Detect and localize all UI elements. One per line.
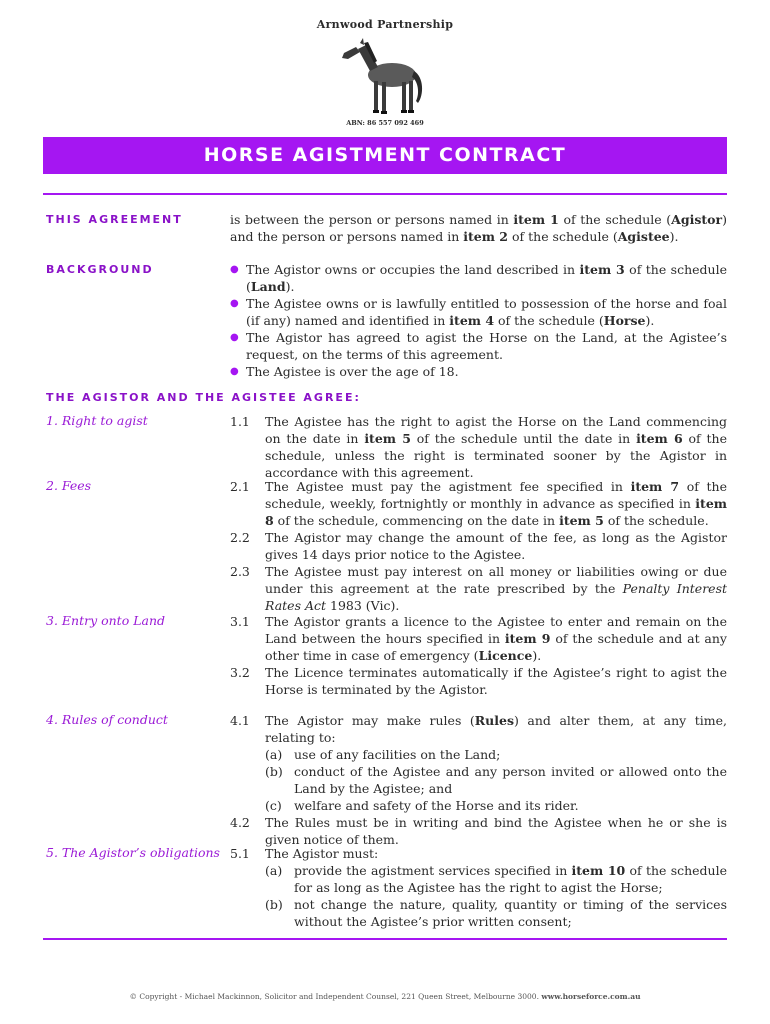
abn-number: ABN: 86 557 092 469 <box>346 119 424 127</box>
clause-4-body: 4.1 The Agistor may make rules (Rules) and alter them, at any time, relating to: (a) use of any facilities on the Land; (b) conduct of the Agistee and any person invited or allowed onto the Land by the Agistee; and (c) welfare and safety of the Horse and its rider. 4.2 The Rules must be in writing and bind the Agistee when he or she is given notice of them. <box>230 713 728 847</box>
clause-3-body: 3.1 The Agistor grants a licence to the Agistee to enter and remain on the Land between the hours specified in item 9 of the schedule and at any other time in case of emergency (Licence). 3.2 The Licence terminates automatically if the Agistee’s right to agist the Horse is terminated by the Agistor. <box>230 614 727 697</box>
copyright-footer: © Copyright - Michael Mackinnon, Solicitor and Independent Counsel, 221 Queen Street, Melbourne 3000. www.horseforce.com.au <box>129 992 641 1001</box>
clause-3-title: 3. Entry onto Land <box>46 613 166 628</box>
website-link[interactable]: www.horseforce.com.au <box>541 992 641 1001</box>
clause-5-body: 5.1 The Agistor must: (a) provide the agistment services specified in item 10 of the schedule for as long as the Agistee has the right to agist the Horse; (b) not change the nature, quality, quantity or timing of the services without the Agistee’s prior written consent; <box>230 846 728 929</box>
horse-logo <box>330 37 440 117</box>
clause-2-body: 2.1 The Agistee must pay the agistment fee specified in item 7 of the schedule, weekly, fortnightly or monthly in advance as specified in item 8 of the schedule, commencing on the date in item 5 of the schedule. 2.2 The Agistor may change the amount of the fee, as long as the Agistor gives 14 days prior notice to the Agistee. 2.3 The Agistee must pay interest on all money or liabilities owing or due under this agreement at the rate prescribed by the Penalty Interest Rates Act 1983 (Vic). <box>230 479 728 613</box>
clause-5-title: 5. The Agistor’s obligations <box>46 845 220 860</box>
clause-2-title: 2. Fees <box>46 478 92 493</box>
heading-agree: THE AGISTOR AND THE AGISTEE AGREE: <box>46 391 361 404</box>
clause-4-title: 4. Rules of conduct <box>46 712 168 727</box>
horse-icon <box>330 37 440 117</box>
background-list <box>230 261 727 380</box>
label-background: BACKGROUND <box>46 263 154 276</box>
list-item: ● The Agistee is over the age of 18. <box>230 364 459 379</box>
letterhead <box>0 18 770 127</box>
label-this-agreement: THIS AGREEMENT <box>46 213 183 226</box>
agreement-parties-text: is between the person or persons named in item 1 of the schedule (Agistor) and the person or persons named in item 2 of the schedule (Agistee). <box>230 212 727 244</box>
document-title: HORSE AGISTMENT CONTRACT <box>43 137 727 174</box>
divider-bottom <box>43 938 727 940</box>
list-item: ● The Agistor owns or occupies the land described in item 3 of the schedule (Land). <box>230 262 727 294</box>
firm-name: Arnwood Partnership <box>316 18 454 31</box>
clause-1-title: 1. Right to agist <box>46 413 148 428</box>
list-item: ● The Agistor has agreed to agist the Horse on the Land, at the Agistee’s request, on the terms of this agreement. <box>230 330 727 362</box>
divider-top <box>43 193 727 195</box>
clause-1-body: 1.1 The Agistee has the right to agist the Horse on the Land commencing on the date in item 5 of the schedule until the date in item 6 of the schedule, unless the right is terminated sooner by the Agistor in accordance with this agreement. <box>230 414 727 480</box>
list-item: ● The Agistee owns or is lawfully entitled to possession of the horse and foal (if any) named and identified in item 4 of the schedule (Horse). <box>230 296 727 328</box>
